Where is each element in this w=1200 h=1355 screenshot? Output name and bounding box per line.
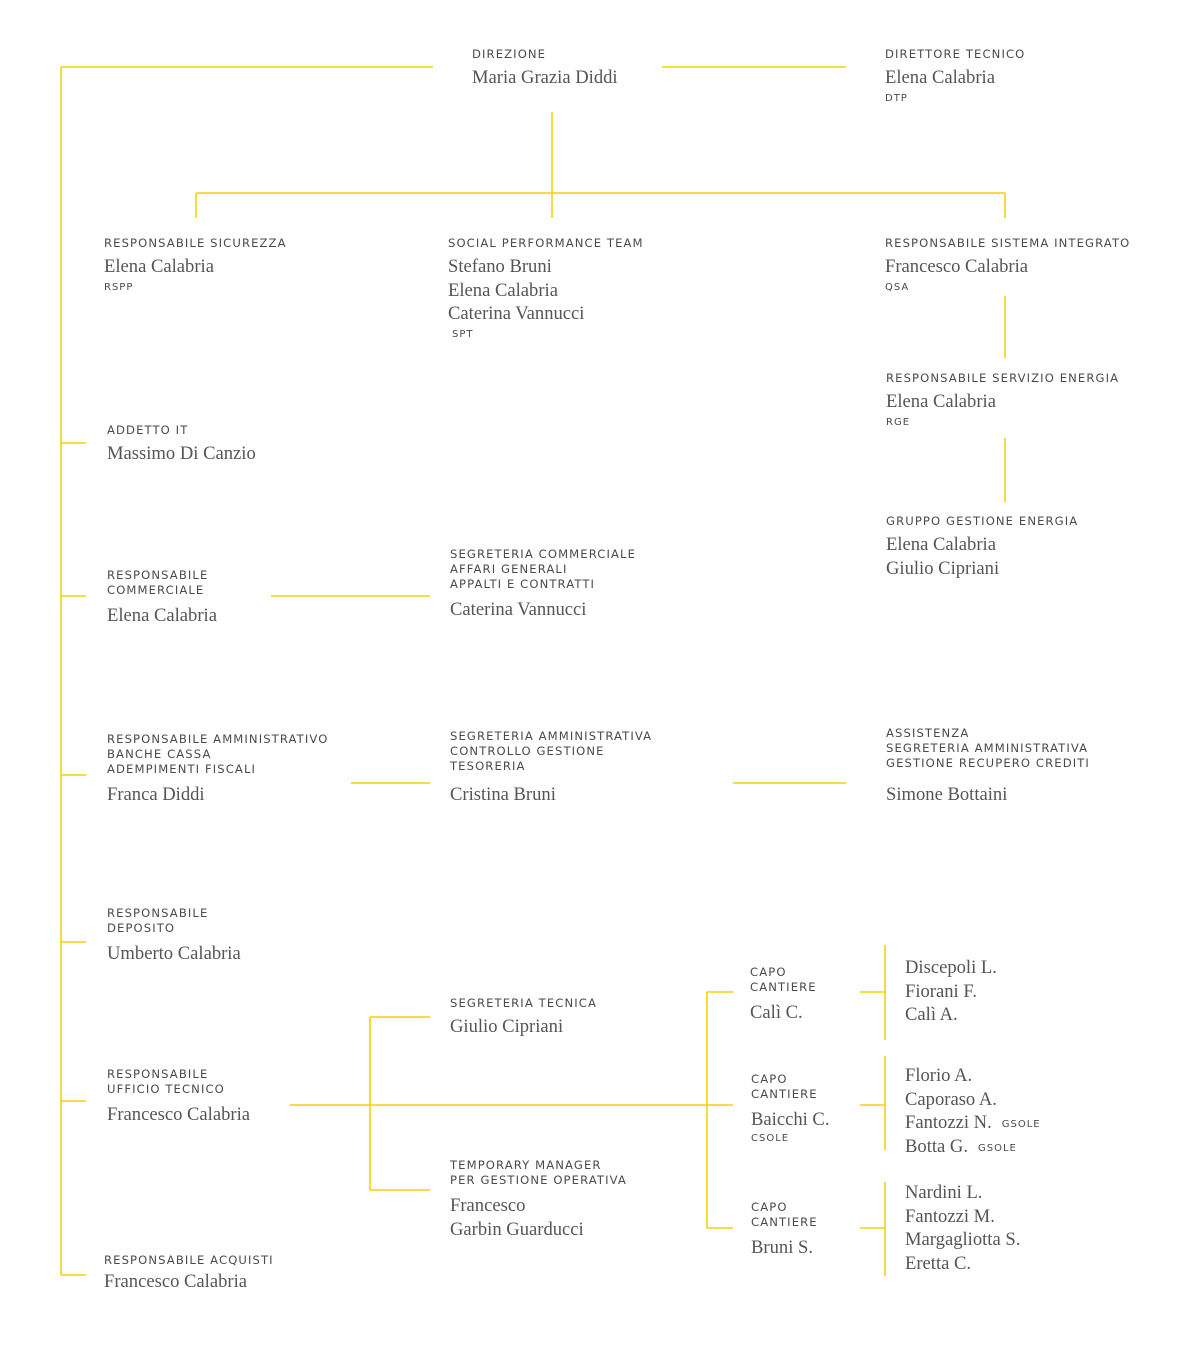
node-responsabile-acquisti <box>104 1253 274 1294</box>
node-name: Giulio Cipriani <box>450 1016 564 1037</box>
node-name: Elena Calabria <box>107 605 217 626</box>
node-capo-cantiere-baicchi <box>751 1072 830 1146</box>
node-name: Elena Calabria <box>448 279 558 301</box>
node-name: Maria Grazia Diddi <box>472 67 618 88</box>
node-label-line: GESTIONE RECUPERO CREDITI <box>886 756 1090 770</box>
node-label: SEGRETERIA TECNICA <box>450 996 597 1010</box>
node-name: Massimo Di Canzio <box>107 443 256 464</box>
team-cali <box>905 956 997 1027</box>
node-responsabile-ufficio-tecnico <box>107 1067 250 1127</box>
team-member: Calì A. <box>905 1004 958 1025</box>
node-label-line: ASSISTENZA <box>886 726 970 740</box>
team-baicchi <box>905 1064 1041 1158</box>
node-code: RSPP <box>104 281 134 293</box>
node-responsabile-deposito <box>107 906 241 966</box>
node-label-line: RESPONSABILE AMMINISTRATIVO <box>107 732 329 746</box>
node-name: Garbin Guarducci <box>450 1218 584 1240</box>
node-name: Francesco Calabria <box>104 1271 248 1292</box>
node-name: Francesco Calabria <box>107 1104 251 1125</box>
node-segreteria-commerciale <box>450 547 636 622</box>
node-responsabile-sistema-integrato <box>885 236 1130 295</box>
node-label-line: SEGRETERIA AMMINISTRATIVA <box>886 741 1089 755</box>
node-temporary-manager <box>450 1158 627 1241</box>
node-name: Giulio Cipriani <box>886 557 1000 579</box>
node-name: Franca Diddi <box>107 784 205 805</box>
node-code: CSOLE <box>751 1132 790 1144</box>
node-name: Baicchi C. <box>751 1109 830 1130</box>
node-name: Elena Calabria <box>886 534 996 555</box>
team-member: Fantozzi N. <box>905 1112 992 1133</box>
team-member: Fantozzi M. <box>905 1205 995 1227</box>
node-name: Caterina Vannucci <box>450 599 587 620</box>
node-segreteria-amministrativa <box>450 729 652 807</box>
node-direttore-tecnico <box>885 47 1025 106</box>
node-responsabile-sicurezza <box>104 236 287 295</box>
node-label-line: RESPONSABILE <box>107 906 209 920</box>
node-segreteria-tecnica <box>450 996 597 1039</box>
node-label: DIRETTORE TECNICO <box>885 47 1026 61</box>
node-label-line: CAPO <box>751 1072 788 1086</box>
node-name: Elena Calabria <box>104 256 214 277</box>
node-code: RGE <box>886 416 911 428</box>
node-label: RESPONSABILE SICUREZZA <box>104 236 287 250</box>
node-label-line: CONTROLLO GESTIONE <box>450 744 605 758</box>
node-label: RESPONSABILE SISTEMA INTEGRATO <box>885 236 1131 250</box>
node-label: DIREZIONE <box>472 47 547 61</box>
node-label: RESPONSABILE ACQUISTI <box>104 1253 274 1267</box>
node-name: Umberto Calabria <box>107 943 241 964</box>
node-label-line: SEGRETERIA COMMERCIALE <box>450 547 637 561</box>
node-label: RESPONSABILE SERVIZIO ENERGIA <box>886 371 1120 385</box>
node-name: Cristina Bruni <box>450 784 556 805</box>
node-label-line: ADEMPIMENTI FISCALI <box>107 762 257 776</box>
node-label-line: BANCHE CASSA <box>107 747 212 761</box>
node-label: SOCIAL PERFORMANCE TEAM <box>448 236 644 250</box>
node-direzione <box>472 47 618 90</box>
team-member: Nardini L. <box>905 1182 983 1203</box>
node-responsabile-servizio-energia <box>886 371 1119 430</box>
node-name: Elena Calabria <box>885 67 995 88</box>
node-label-line: CAPO <box>751 1200 788 1214</box>
node-label-line: CANTIERE <box>750 980 817 994</box>
node-label-line: SEGRETERIA AMMINISTRATIVA <box>450 729 653 743</box>
node-responsabile-amministrativo <box>107 732 328 807</box>
node-code: QSA <box>885 281 910 293</box>
node-label-line: CANTIERE <box>751 1215 818 1229</box>
node-label-line: UFFICIO TECNICO <box>107 1082 225 1096</box>
node-addetto-it <box>107 423 256 466</box>
node-name: Caterina Vannucci <box>448 303 585 324</box>
node-assistenza <box>886 726 1090 807</box>
node-label-line: RESPONSABILE <box>107 1067 209 1081</box>
node-label-line: COMMERCIALE <box>107 583 205 597</box>
node-label-line: TESORERIA <box>450 759 526 773</box>
team-member: Botta G. <box>905 1135 969 1157</box>
node-name: Stefano Bruni <box>448 256 552 277</box>
team-member: Discepoli L. <box>905 957 997 978</box>
node-responsabile-commerciale <box>107 568 217 628</box>
team-member-code: GSOLE <box>1001 1119 1041 1130</box>
team-member: Fiorani F. <box>905 980 977 1002</box>
node-name: Calì C. <box>750 1002 803 1023</box>
node-label-line: CANTIERE <box>751 1087 818 1101</box>
team-member: Caporaso A. <box>905 1088 997 1110</box>
node-capo-cantiere-cali <box>750 965 817 1025</box>
node-name: Bruni S. <box>751 1237 813 1258</box>
team-member-code: GSOLE <box>978 1142 1017 1154</box>
node-label-line: AFFARI GENERALI <box>450 562 568 576</box>
node-label-line: CAPO <box>750 965 787 979</box>
node-name: Francesco <box>450 1195 526 1216</box>
node-label-line: TEMPORARY MANAGER <box>450 1158 602 1172</box>
node-social-performance-team <box>448 236 644 342</box>
node-code: DTP <box>885 92 908 104</box>
node-capo-cantiere-bruni <box>751 1200 818 1260</box>
node-name: Elena Calabria <box>886 391 996 412</box>
team-member: Florio A. <box>905 1065 973 1086</box>
node-label-line: PER GESTIONE OPERATIVA <box>450 1173 627 1187</box>
node-label-line: DEPOSITO <box>107 921 176 935</box>
node-label-line: RESPONSABILE <box>107 568 209 582</box>
node-name: Francesco Calabria <box>885 256 1029 277</box>
node-label: GRUPPO GESTIONE ENERGIA <box>886 514 1079 528</box>
team-member: Eretta C. <box>905 1252 972 1274</box>
node-label: ADDETTO IT <box>107 423 189 437</box>
node-gruppo-gestione-energia <box>886 514 1078 580</box>
team-bruni <box>905 1181 1020 1275</box>
team-member: Margagliotta S. <box>905 1229 1021 1250</box>
node-name: Simone Bottaini <box>886 784 1008 805</box>
node-label-line: APPALTI E CONTRATTI <box>450 577 596 591</box>
node-code: SPT <box>452 328 474 340</box>
